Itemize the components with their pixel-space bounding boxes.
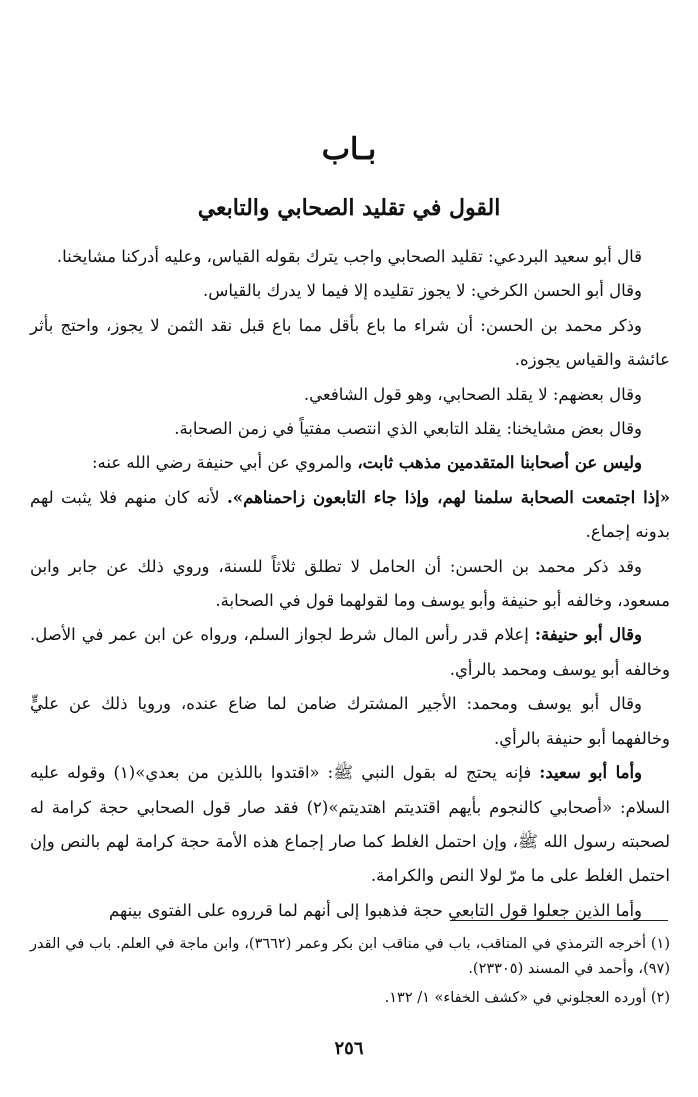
paragraph: وقال أبو الحسن الكرخي: لا يجوز تقليده إلا فيما لا يدرك بالقياس. (202, 281, 642, 301)
paragraph: وذكر محمد بن الحسن: أن شراء ما باع بأقل مما باع قبل نقد الثمن لا يجوز، واحتج بأثر عائشة والقياس يجوزه. (30, 315, 670, 370)
paragraph: قال أبو سعيد البردعي: تقليد الصحابي واجب يترك بقوله القياس، وعليه أدركنا مشايخنا. (56, 247, 642, 266)
paragraph: وقال بعضهم: لا يقلد الصحابي، وهو قول الشافعي. (303, 384, 642, 404)
paragraph: وقال أبو يوسف ومحمد: الأجير المشترك ضامن لما ضاع عنده، ورويا ذلك عن عليٍّ وخالفهما أبو حنيفة بالرأي. (30, 694, 670, 748)
chapter-title: بـاب (321, 132, 377, 167)
paragraph: وأما أبو سعيد: فإنه يحتج له بقول النبي ﷺ: «اقتدوا باللذين من بعدي»(١) وقوله عليه السلام: «أصحابي كالنجوم بأيهم اقتديتم اهتديتم»(٢) فقد صار قول الصحابي حجة كرامة له لصحبته رسول الله ﷺ، وإن احتمل الغلط كما صار إجماع هذه الأمة حجة كرامة لهم بالنص وإن احتمل الغلط على ما مرّ لولا النص والكرامة. (30, 763, 670, 886)
footnote: (١) أخرجه الترمذي في المناقب، باب في مناقب ابن بكر وعمر (٣٦٦٢)، وابن ماجة في العلم. باب في القدر (٩٧)، وأحمد في المسند (٢٣٣٠٥). (30, 936, 670, 977)
footnotes (30, 932, 670, 1015)
footnote: (٢) أورده العجلوني في «كشف الخفاء» ١/ ١٣٢. (384, 990, 670, 1006)
main-text (30, 240, 670, 928)
footnote-divider (450, 920, 668, 921)
paragraph: وقال أبو حنيفة: إعلام قدر رأس المال شرط لجواز السلم، ورواه عن ابن عمر في الأصل. وخالفه أبو يوسف ومحمد بالرأي. (30, 625, 670, 679)
paragraph: «إذا اجتمعت الصحابة سلمنا لهم، وإذا جاء التابعون زاحمناهم». لأنه كان منهم فلا يثبت لهم بدونه إجماع. (30, 487, 671, 542)
paragraph: وأما الذين جعلوا قول التابعي حجة فذهبوا إلى أنهم لما قرروه على الفتوى بينهم (109, 900, 642, 920)
paragraph: وقال بعض مشايخنا: يقلد التابعي الذي انتصب مفتياً في زمن الصحابة. (174, 419, 642, 439)
page-number: ٢٥٦ (334, 1038, 364, 1059)
paragraph: وقد ذكر محمد بن الحسن: أن الحامل لا تطلق ثلاثاً للسنة، وروي ذلك عن جابر وابن مسعود، وخالفه أبو حنيفة وأبو يوسف وما لقولهما قول في الصحابة. (30, 556, 670, 611)
section-title: القول في تقليد الصحابي والتابعي (197, 195, 501, 221)
paragraph: وليس عن أصحابنا المتقدمين مذهب ثابت، والمروي عن أبي حنيفة رضي الله عنه: (91, 453, 642, 473)
